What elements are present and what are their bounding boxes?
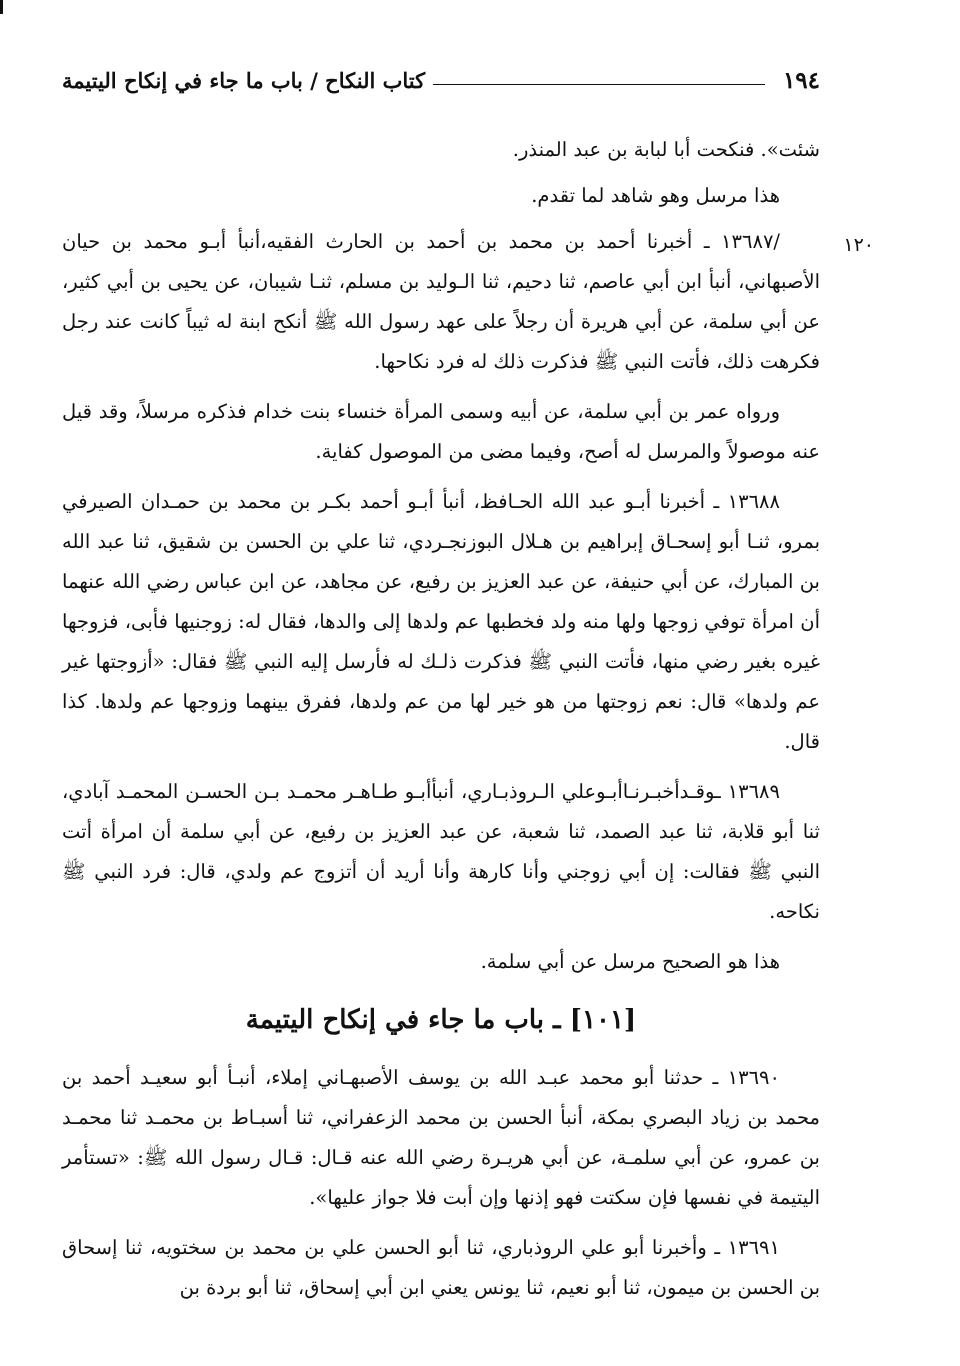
hadith-13691: ١٣٦٩١ ـ وأخبرنا أبو علي الروذباري، ثنا أبو الحسن علي بن محمد بن سختويه، ثنا إسحاق بن الحسن بن ميمون، ثنا أبو نعيم، ثنا يونس يعني ابن أبي إسحاق، ثنا أبو بردة بن [62, 1236, 820, 1299]
hadith-13687: /١٣٦٨٧ ـ أخبرنا أحمد بن محمد بن أحمد بن الحارث الفقيه،أنبأ أبـو محمد بن حيان الأصبهاني، أنبأ ابن أبي عاصم، ثنا دحيم، ثنا الـوليد بن مسلم، ثنـا شيبان، عن يحيى بن أبي كثير، عن أبي سلمة، عن أبي هريرة أن رجلاً على عهد رسول الله ﷺ أنكح ابنة له ثيباً كانت عند رجل فكرهت ذلك، فأتت النبي ﷺ فذكرت ذلك له فرد نكاحها. [62, 230, 820, 373]
running-title: كتاب النكاح / باب ما جاء في إنكاح اليتيمة [62, 67, 426, 93]
scan-edge-mark [0, 0, 3, 14]
running-header [62, 62, 820, 98]
paragraph-commentary: ورواه عمر بن أبي سلمة، عن أبيه وسمى المرأة خنساء بنت خدام فذكره مرسلاً، وقد قيل عنه موصولاً والمرسل له أصح، وفيما مضى من الموصول كفاية. [62, 400, 820, 463]
paragraph-note: هذا هو الصحيح مرسل عن أبي سلمة. [480, 950, 780, 973]
header-rule [433, 84, 765, 85]
paragraph-note: هذا مرسل وهو شاهد لما تقدم. [531, 184, 780, 207]
hadith-13690: ١٣٦٩٠ ـ حدثنا أبو محمد عبـد الله بن يوسف الأصبهـاني إملاء، أنبـأ أبو سعيـد أحمد بن محمد بن زياد البصري بمكة، أنبأ الحسن بن محمد الزعفراني، ثنا أسبـاط بن محمـد ثنا محمـد بن عمرو، عن أبي سلمـة، عن أبي هريـرة رضي الله عنه قـال: قـال رسول الله ﷺ: «تستأمر اليتيمة في نفسها فإن سكتت فهو إذنها وإن أبت فلا جواز عليها». [62, 1066, 820, 1209]
hadith-13689: ١٣٦٨٩ ـوقـدأخبـرنـاأبـوعلي الـروذبـاري، أنبأأبـو طـاهـر محمـد بـن الحسـن المحمـد آبادي، ثنا أبو قلابة، ثنا عبد الصمد، ثنا شعبة، عن عبد العزيز بن رفيع، عن أبي سلمة أن امرأة أتت النبي ﷺ فقالت: إن أبي زوجني وأنا كارهة وأنا أريد أن أتزوج عم ولدي، قال: فرد النبي ﷺ نكاحه. [62, 780, 820, 923]
page-number: ١٩٤ [782, 66, 820, 94]
paragraph-continuation: شئت». فنكحت أبا لبابة بن عبد المنذر. [512, 138, 820, 161]
text-column [62, 130, 820, 1318]
margin-reference-number: ١٢٠ [843, 234, 874, 256]
hadith-13688: ١٣٦٨٨ ـ أخبرنا أبـو عبد الله الحـافظ، أنبأ أبـو أحمد بكـر بن محمد بن حمـدان الصيرفي بمرو، ثنـا أبو إسحـاق إبراهيم بن هـلال البوزنجـردي، ثنا علي بن الحسن بن شقيق، ثنا عبد الله بن المبارك، عن أبي حنيفة، عن عبد العزيز بن رفيع، عن مجاهد، عن ابن عباس رضي الله عنهما أن امرأة توفي زوجها ولها منه ولد فخطبها عم ولدها إلى والدها، فقال له: زوجنيها فأبى، فزوجها غيره بغير رضي منها، فأتت النبي ﷺ فذكرت ذلـك له فأرسل إليه النبي ﷺ فقال: «أزوجتها غير عم ولدها» قال: نعم زوجتها من هو خير لها من عم ولدها، ففرق بينهما وزوجها عم ولدها. كذا قال. [62, 490, 820, 753]
chapter-heading: [١٠١] ـ باب ما جاء في إنكاح اليتيمة [245, 1005, 637, 1035]
